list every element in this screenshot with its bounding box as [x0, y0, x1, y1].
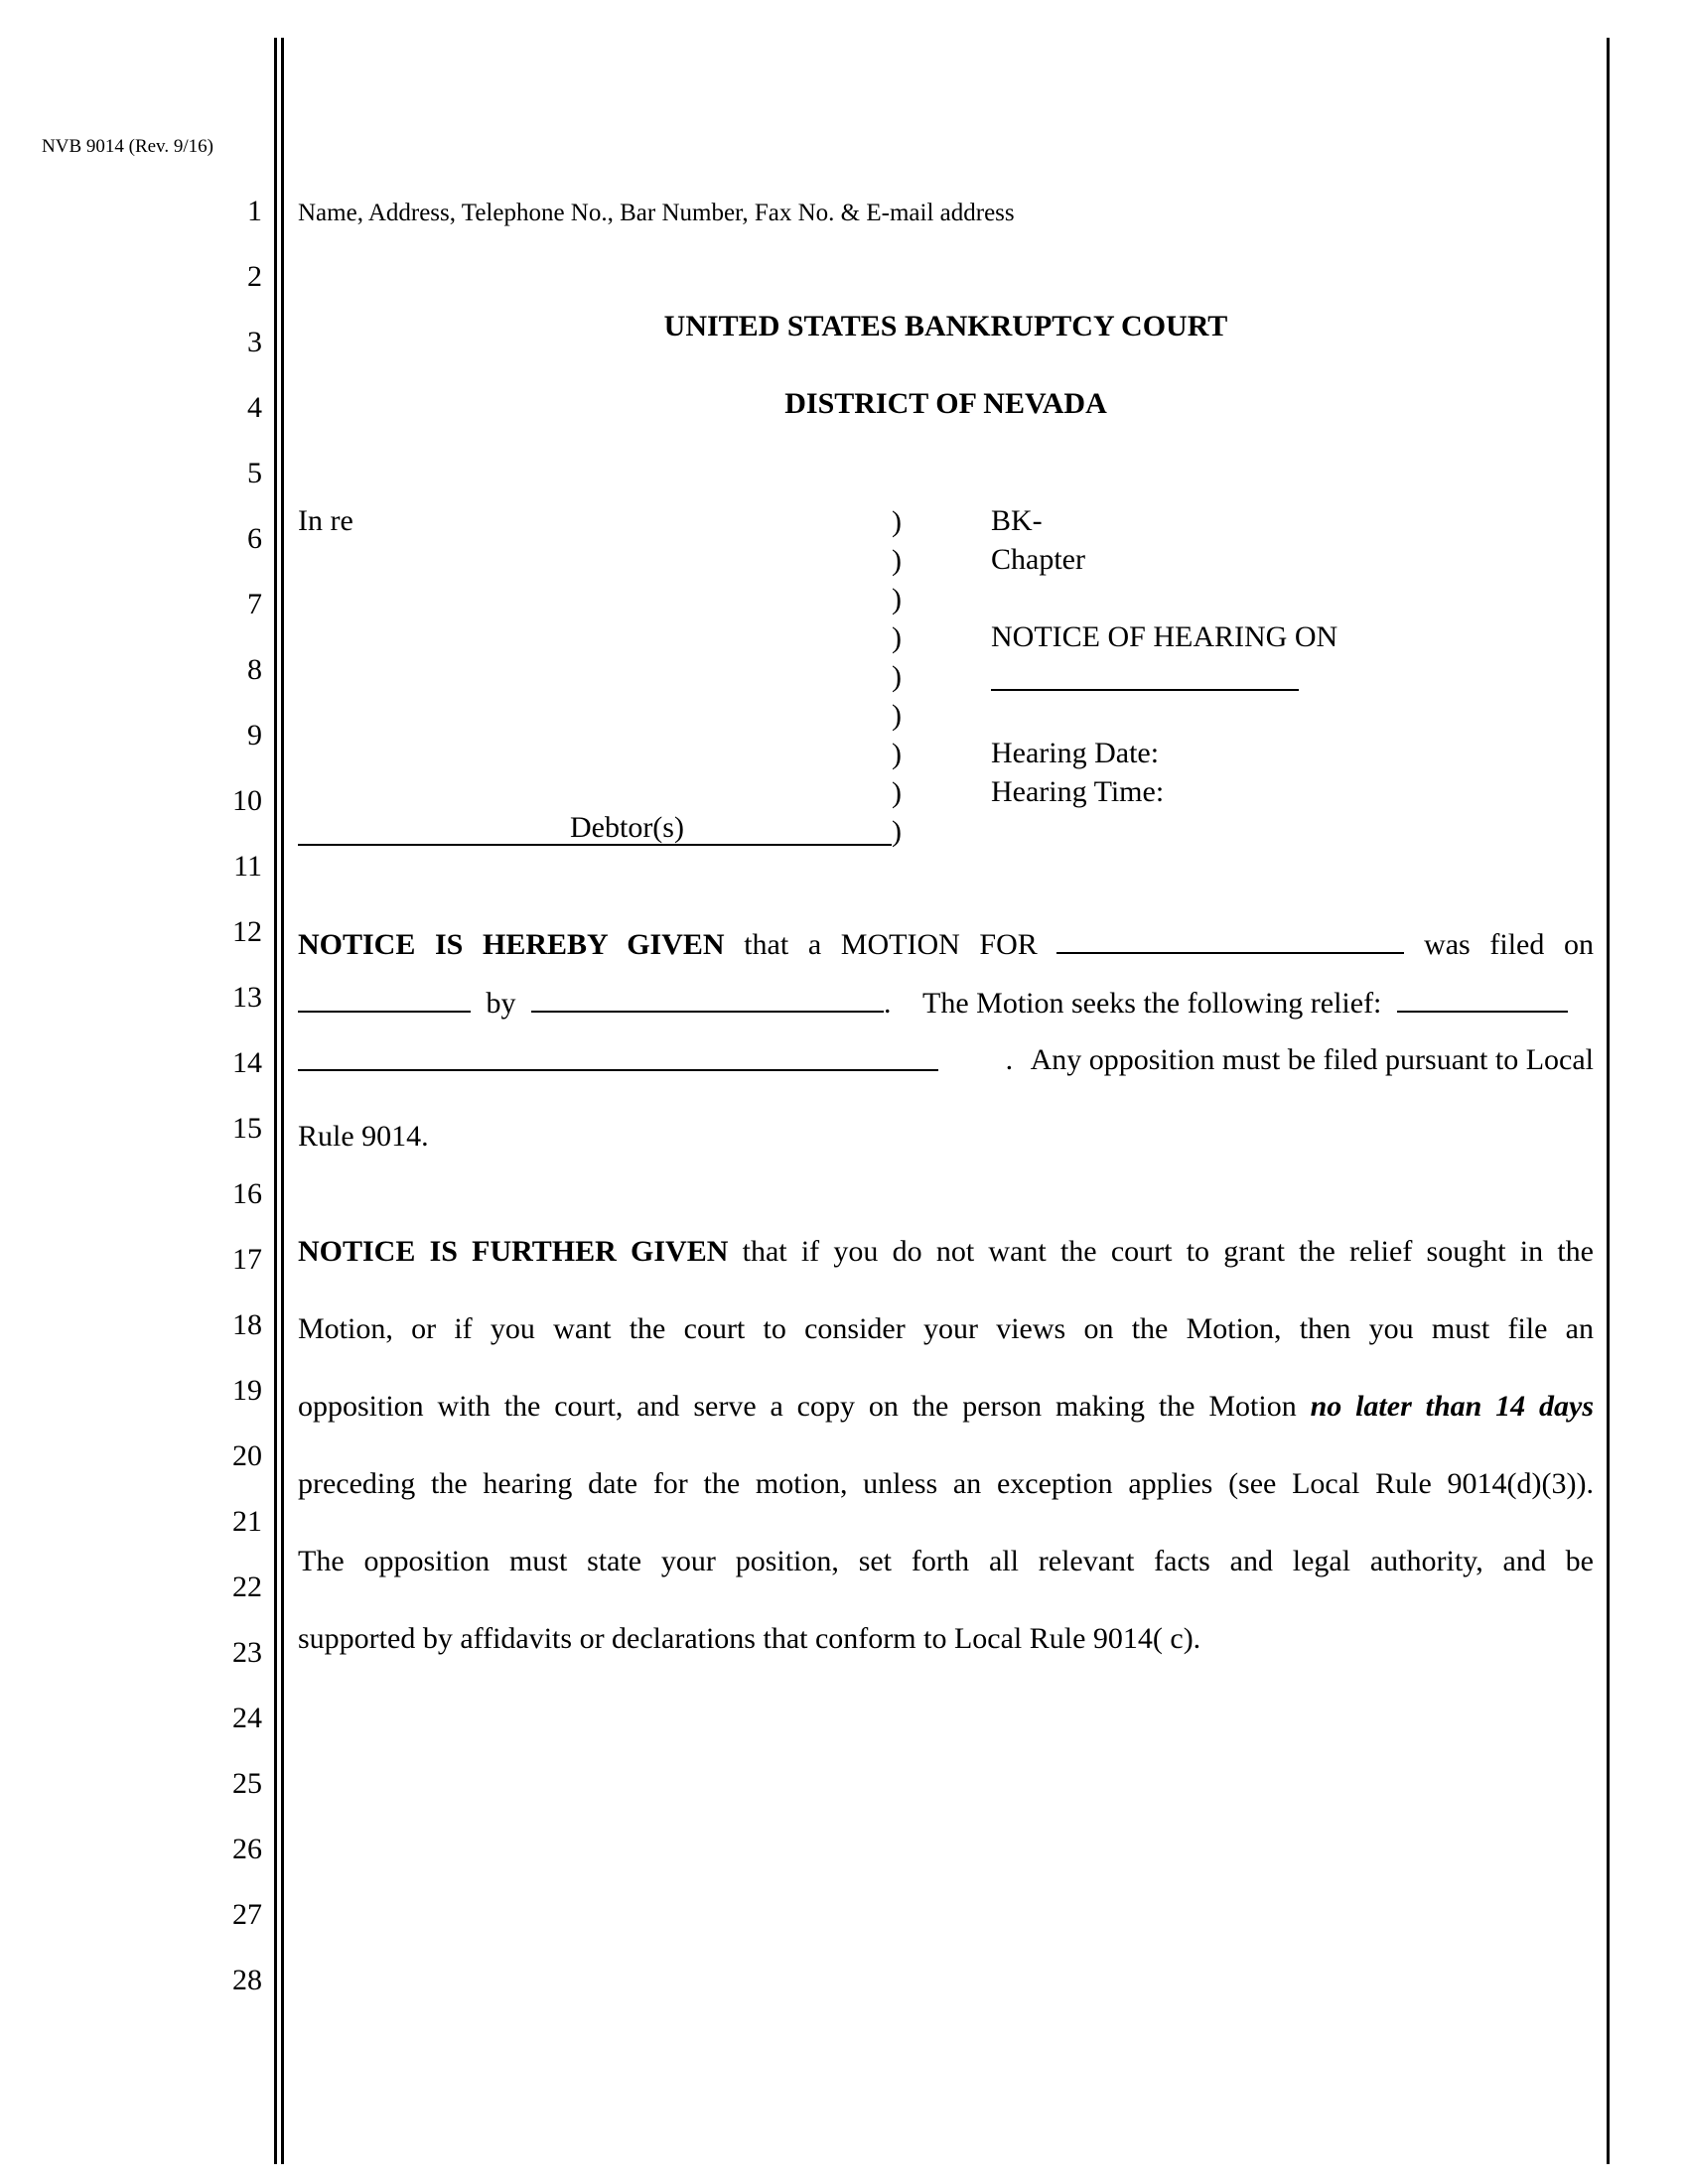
line-number: 1	[247, 195, 262, 227]
caption-paren: )	[892, 815, 902, 848]
paragraph1-line2	[298, 985, 1594, 1021]
relief-blank	[298, 1043, 938, 1071]
line-number: 8	[247, 653, 262, 686]
paragraph1-period-2: .	[1005, 1043, 1014, 1076]
paragraph1-filed-on: was filed on	[1424, 928, 1594, 961]
paragraph2-line6: supported by affidavits or declarations that conform to Local Rule 9014( c).	[298, 1622, 1201, 1655]
paragraph2-line4: preceding the hearing date for the motion, unless an exception applies (see Local Rule 9014(d)(3)).	[298, 1467, 1594, 1500]
paragraph2-line3	[298, 1390, 1594, 1424]
in-re-label: In re	[298, 504, 353, 537]
caption-paren: )	[892, 505, 902, 538]
hearing-date-label: Hearing Date:	[991, 737, 1160, 769]
caption-paren: )	[892, 621, 902, 654]
line-number: 7	[247, 588, 262, 620]
paragraph1-opposition: Any opposition must be filed pursuant to Local	[1030, 1043, 1594, 1076]
paragraph1-period: .	[884, 987, 892, 1020]
line-number: 13	[232, 981, 262, 1014]
line-number: 2	[247, 260, 262, 293]
line-number: 14	[232, 1046, 262, 1079]
line-number: 15	[232, 1112, 262, 1145]
paragraph2-line5: The opposition must state your position, set forth all relevant facts and legal authority, and be	[298, 1545, 1594, 1577]
line-number: 23	[232, 1636, 262, 1669]
paragraph1-relief: The Motion seeks the following relief:	[922, 987, 1382, 1020]
line-number: 6	[247, 522, 262, 555]
right-margin-rule	[1607, 38, 1610, 2164]
relief-blank-end	[1397, 985, 1568, 1013]
paragraph1-lead: NOTICE IS HEREBY GIVEN	[298, 928, 725, 961]
paragraph1-rule: Rule 9014.	[298, 1120, 429, 1153]
court-name: UNITED STATES BANKRUPTCY COURT	[663, 310, 1228, 342]
paragraph1-line3	[298, 1043, 1594, 1077]
motion-for-blank	[1056, 926, 1404, 954]
line-number: 27	[232, 1898, 262, 1931]
filed-by-blank	[531, 985, 884, 1013]
line-number: 5	[247, 457, 262, 489]
paragraph2-line2: Motion, or if you want the court to consider your views on the Motion, then you must file an	[298, 1312, 1594, 1345]
notice-title-blank	[991, 689, 1299, 691]
line-number: 20	[232, 1439, 262, 1472]
paragraph2-deadline: no later than 14 days	[1310, 1390, 1594, 1423]
debtors-line	[298, 811, 892, 846]
line-number: 3	[247, 326, 262, 358]
case-number-label: BK-	[991, 504, 1043, 537]
paragraph1-line1	[298, 926, 1594, 962]
caption-paren: )	[892, 776, 902, 809]
line-number: 21	[232, 1505, 262, 1538]
chapter-label: Chapter	[991, 543, 1085, 576]
caption-paren: )	[892, 660, 902, 693]
line-number: 24	[232, 1702, 262, 1734]
line-number: 19	[232, 1374, 262, 1407]
paragraph2-line3-start: opposition with the court, and serve a copy on the person making the Motion	[298, 1390, 1297, 1423]
form-id: NVB 9014 (Rev. 9/16)	[42, 136, 213, 157]
line-number: 18	[232, 1308, 262, 1341]
hearing-time-label: Hearing Time:	[991, 775, 1165, 808]
line-number: 26	[232, 1833, 262, 1865]
line-number: 25	[232, 1767, 262, 1800]
attorney-info-label: Name, Address, Telephone No., Bar Number, Fax No. & E-mail address	[298, 200, 1015, 226]
line-number: 10	[232, 784, 262, 817]
paragraph2-line1-rest: that if you do not want the court to grant the relief sought in the	[742, 1235, 1594, 1268]
line-number: 17	[232, 1243, 262, 1276]
line-number: 9	[247, 719, 262, 751]
line-number: 12	[232, 915, 262, 948]
debtors-label: Debtor(s)	[570, 811, 684, 844]
line-number: 16	[232, 1177, 262, 1210]
filed-date-blank	[298, 985, 471, 1013]
line-number: 22	[232, 1570, 262, 1603]
caption-paren: )	[892, 699, 902, 732]
paragraph1-by: by	[486, 987, 516, 1020]
caption-paren: )	[892, 544, 902, 577]
caption-paren: )	[892, 738, 902, 770]
line-number: 28	[232, 1964, 262, 1996]
paragraph1-motion-for: that a MOTION FOR	[744, 928, 1038, 961]
left-margin-rule-inner	[281, 38, 284, 2164]
caption-paren: )	[892, 583, 902, 615]
line-number: 4	[247, 391, 262, 424]
left-margin-rule-outer	[274, 38, 277, 2164]
paragraph2-lead: NOTICE IS FURTHER GIVEN	[298, 1235, 729, 1268]
notice-title: NOTICE OF HEARING ON	[991, 620, 1338, 653]
line-number: 11	[233, 850, 262, 883]
paragraph2-line1	[298, 1235, 1594, 1269]
court-district: DISTRICT OF NEVADA	[784, 387, 1107, 420]
